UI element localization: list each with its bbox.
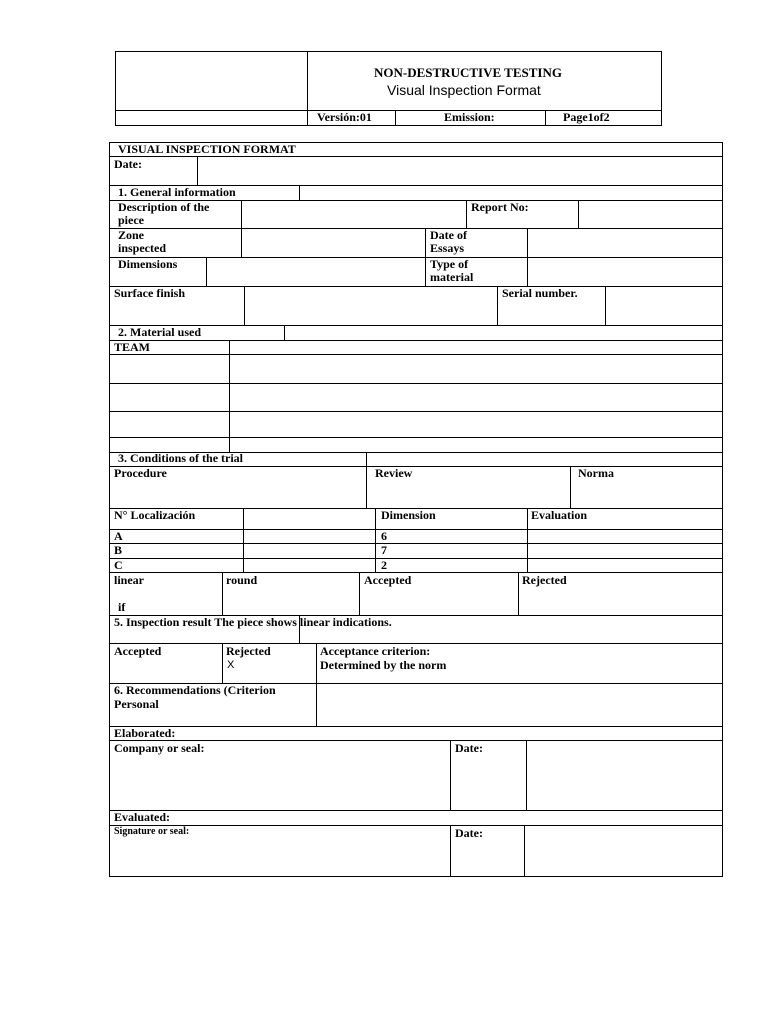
report-no-label: Report No: [471, 200, 529, 214]
evaluation-header: Evaluation [531, 508, 588, 522]
localization-header: N° Localización [114, 508, 196, 522]
norma-label: Norma [578, 466, 614, 480]
review-label: Review [375, 466, 413, 480]
team-label: TEAM [114, 340, 150, 354]
company-seal-label: Company or seal: [114, 741, 205, 755]
procedure-label: Procedure [114, 466, 167, 480]
recommendations-label: 6. Recommendations (Criterion [114, 683, 276, 697]
elaborated-date-label: Date: [455, 741, 483, 755]
emission-label: Emission: [444, 110, 495, 124]
material-used-heading: 2. Material used [118, 325, 201, 339]
if-label: if [118, 600, 126, 614]
table-row-dim: 7 [381, 543, 387, 557]
description-label: Description of the piece [118, 200, 210, 227]
table-row-loc: C [114, 558, 123, 572]
signature-seal-label: Signature or seal: [114, 826, 190, 837]
type-of-material-label: Type of material [430, 257, 474, 284]
date-of-essays-label: Date of Essays [430, 228, 467, 255]
round-label: round [226, 573, 258, 587]
dimensions-label: Dimensions [118, 257, 178, 271]
zone-inspected-label: Zone inspected [118, 228, 166, 255]
surface-finish-label: Surface finish [114, 286, 186, 300]
rejected-mark: X [227, 659, 235, 671]
inspection-result-text: 5. Inspection result The piece shows linear indications. [114, 615, 392, 629]
header-logo-divider [307, 51, 308, 126]
form-title: VISUAL INSPECTION FORMAT [118, 142, 296, 156]
header-title: NON-DESTRUCTIVE TESTING [374, 65, 562, 80]
page-label: Page1of2 [563, 110, 610, 124]
dimension-header: Dimension [381, 508, 436, 522]
table-row-loc: B [114, 543, 123, 557]
acceptance-criterion-label: Acceptance criterion: [320, 644, 431, 658]
table-row-loc: A [114, 529, 123, 543]
conditions-heading: 3. Conditions of the trial [118, 451, 244, 465]
result-accepted-label: Accepted [114, 644, 162, 658]
rejected-indication-label: Rejected [522, 573, 567, 587]
evaluated-date-label: Date: [455, 826, 483, 840]
general-info-heading: 1. General information [118, 185, 236, 199]
header-subtitle: Visual Inspection Format [387, 82, 541, 98]
accepted-indication-label: Accepted [364, 573, 412, 587]
elaborated-heading: Elaborated: [114, 726, 176, 740]
date-label: Date: [114, 157, 142, 171]
table-row-dim: 2 [381, 558, 387, 572]
serial-number-label: Serial number. [502, 286, 578, 300]
recommendations-label-cont: Personal [114, 697, 159, 711]
table-row-dim: 6 [381, 529, 387, 543]
acceptance-criterion-value: Determined by the norm [320, 658, 447, 672]
linear-label: linear [114, 573, 144, 587]
evaluated-heading: Evaluated: [114, 810, 171, 824]
version-label: Versión:01 [317, 110, 372, 124]
result-rejected-label: Rejected [226, 644, 271, 658]
